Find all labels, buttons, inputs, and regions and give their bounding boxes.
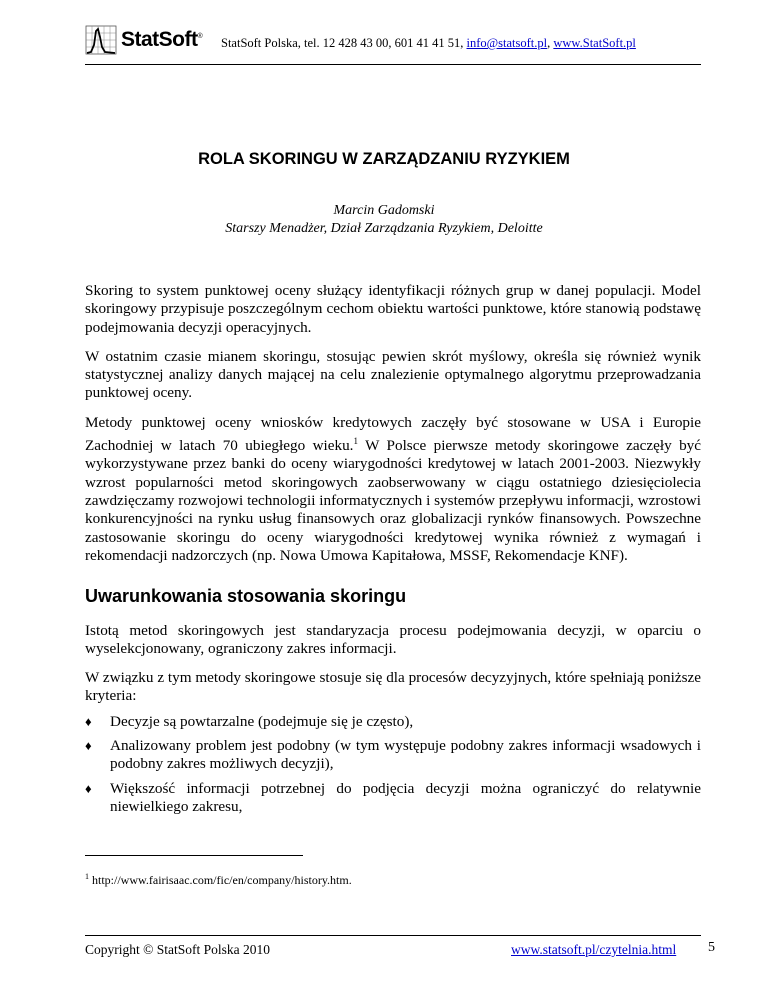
contact-text: StatSoft Polska, tel. 12 428 43 00, 601 41 41 51, <box>221 36 464 50</box>
footer-divider <box>85 935 701 936</box>
website-link[interactable]: www.StatSoft.pl <box>553 36 636 50</box>
contact-separator: , <box>547 36 551 50</box>
logo-registered-mark: ® <box>197 33 203 40</box>
paragraph-text: Metody punktowej oceny wniosków kredytowych zaczęły być stosowane w USA i Europie Zachodniej w latach 70 ubiegłego wieku. <box>85 413 701 455</box>
paragraph <box>85 414 701 565</box>
diamond-bullet-icon: ♦ <box>85 713 92 729</box>
paragraph-text: W Polsce pierwsze metody skoringowe zaczęły być wykorzystywane przez banki do oceny wiarygodności kredytowej w latach 2001-2003. Niezwykły wzrost popularności metod skoringowych zaobserwowany w ciągu ostatniego dziesięciolecia zawdzięczamy rozwojowi technologii informatycznych i systemów przepływu informacji, wzrostowi konkurencyjności na rynku usług finansowych oraz globalizacji rynków finansowych. Powszechne zastosowanie skoringu do oceny wiarygodności kredytowej wynika również z wymagań i rekomendacji nadzorczych (np. Nowa Umowa Kapitałowa, MSSF, Rekomendacje KNF). <box>85 437 701 564</box>
list-item <box>85 713 701 731</box>
paragraph: W ostatnim czasie mianem skoringu, stosując pewien skrót myślowy, określa się również wynik statystycznej analizy danych mającej na celu znalezienie optymalnego algorytmu przeprowadzania punktowej oceny. <box>85 347 701 402</box>
list-item-text: Decyzje są powtarzalne (podejmuje się je często), <box>110 712 414 730</box>
footer-url-link[interactable]: www.statsoft.pl/czytelnia.html <box>511 942 677 957</box>
list-item-text: Większość informacji potrzebnej do podjęcia decyzji można ograniczyć do relatywnie niewielkiego zakresu, <box>110 779 701 815</box>
page-title: ROLA SKORINGU W ZARZĄDZANIU RYZYKIEM <box>198 150 570 168</box>
header-divider <box>85 64 701 65</box>
footnote-divider <box>85 855 303 856</box>
footnote-number: 1 <box>85 872 89 881</box>
logo-graph-icon <box>85 23 119 57</box>
page-number: 5 <box>708 940 715 955</box>
author-block <box>0 202 768 238</box>
footnote <box>85 872 352 888</box>
diamond-bullet-icon: ♦ <box>85 780 92 796</box>
list-item <box>85 780 701 817</box>
paragraph: W związku z tym metody skoringowe stosuje się dla procesów decyzyjnych, które spełniają poniższe kryteria: <box>85 669 701 705</box>
diamond-bullet-icon: ♦ <box>85 738 92 753</box>
list-item-text: Analizowany problem jest podobny (w tym występuje podobny zakres informacji wsadowych i podobny zakres możliwych decyzji), <box>110 737 701 773</box>
list-item <box>85 737 701 774</box>
footer-copyright: Copyright © StatSoft Polska 2010 <box>85 942 271 957</box>
footnote-ref[interactable]: 1 <box>353 436 358 447</box>
paragraph: Istotą metod skoringowych jest standaryzacja procesu podejmowania decyzji, w oparciu o wyselekcjonowany, ograniczony zakres informacji. <box>85 621 701 657</box>
page-header <box>85 18 701 64</box>
paragraph: Skoring to system punktowej oceny służący identyfikacji różnych grup w danej populacji. Model skoringowy przypisuje poszczególnym cechom obiektu wartości punktowe, które stanowią podstawę podejmowania decyzji operacyjnych. <box>85 282 701 336</box>
header-contact <box>221 36 636 51</box>
section-heading: Uwarunkowania stosowania skoringu <box>85 586 407 607</box>
author-name: Marcin Gadomski <box>333 203 435 218</box>
author-role: Starszy Menadżer, Dział Zarządzania Ryzykiem, Deloitte <box>225 221 543 236</box>
logo-text: StatSoft <box>121 28 198 51</box>
email-link[interactable]: info@statsoft.pl <box>466 36 548 50</box>
statsoft-logo <box>85 18 202 62</box>
article-body <box>85 282 701 822</box>
footnote-text: http://www.fairisaac.com/fic/en/company/history.htm. <box>92 873 352 887</box>
criteria-list <box>85 713 701 816</box>
